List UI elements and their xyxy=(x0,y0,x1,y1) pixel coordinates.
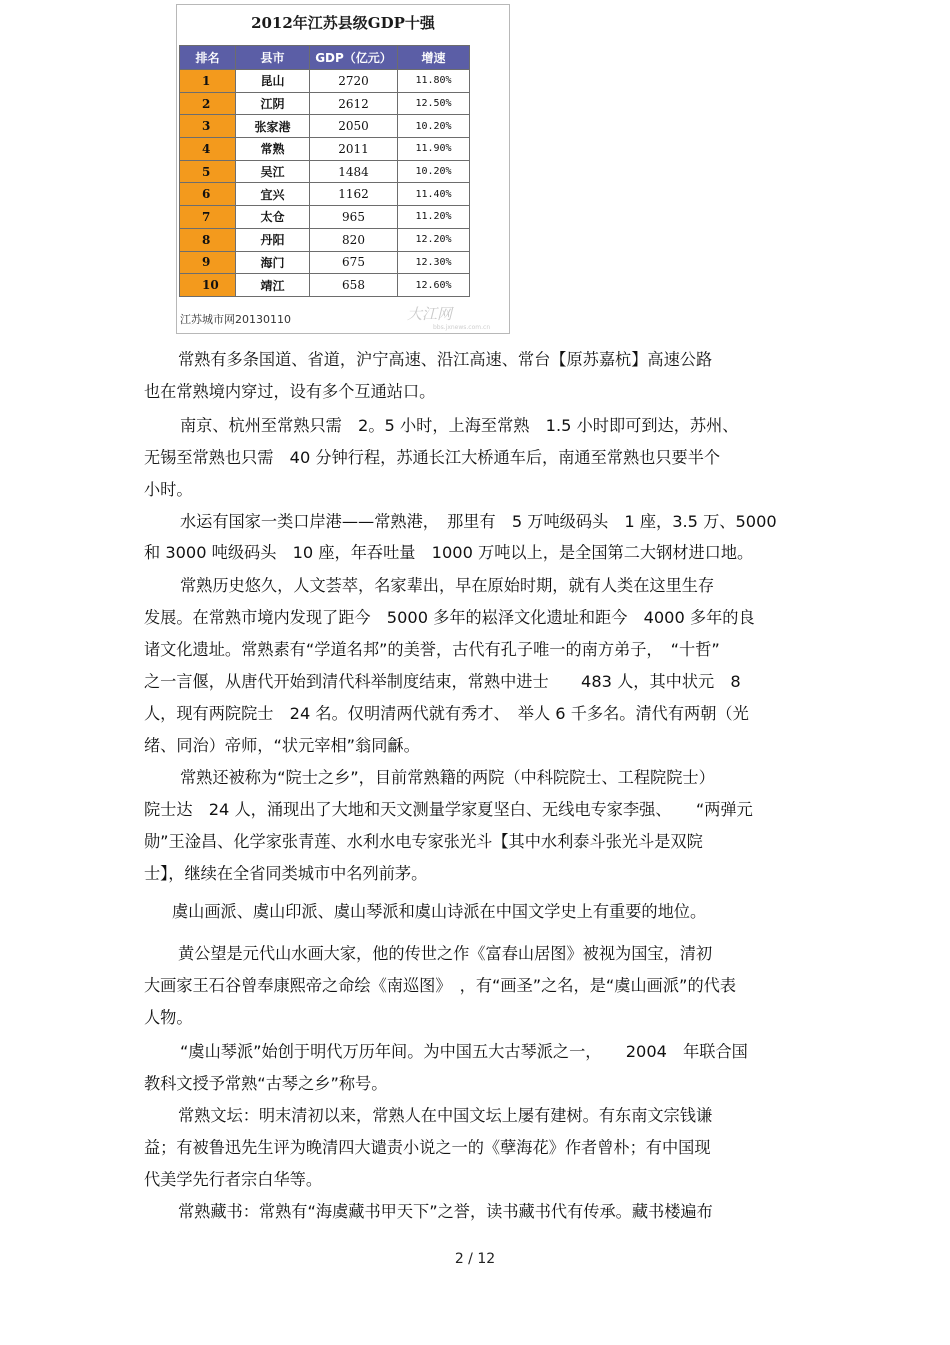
text-line: 诸文化遗址。常熟素有“学道名邦”的美誉，古代有孔子唯一的南方弟子， “十哲” xyxy=(144,640,720,659)
gdp-cell: 1484 xyxy=(310,160,398,183)
rank-cell: 4 xyxy=(180,138,236,161)
growth-cell: 11.20% xyxy=(398,206,470,229)
text-line: 院士达 24 人，涌现出了大地和天文测量学家夏坚白、无线电专家李强、 “两弹元 xyxy=(144,800,753,819)
text-line: 人物。 xyxy=(144,1008,193,1027)
table-row xyxy=(180,70,470,93)
text-line: 勋”王淦昌、化学家张青莲、水利水电专家张光斗【其中水利泰斗张光斗是双院 xyxy=(144,832,703,851)
city-cell: 海门 xyxy=(236,251,310,274)
header-rank: 排名 xyxy=(180,46,236,70)
text-line: 常熟文坛：明末清初以来，常熟人在中国文坛上屡有建树。有东南文宗钱谦 xyxy=(178,1106,713,1125)
svg-text:bbs.jxnews.com.cn: bbs.jxnews.com.cn xyxy=(433,324,491,331)
growth-cell: 12.60% xyxy=(398,274,470,297)
table-row xyxy=(180,251,470,274)
growth-cell: 10.20% xyxy=(398,160,470,183)
gdp-cell: 965 xyxy=(310,206,398,229)
city-cell: 江阴 xyxy=(236,92,310,115)
header-growth: 增速 xyxy=(398,46,470,70)
gdp-cell: 658 xyxy=(310,274,398,297)
svg-text:大江网: 大江网 xyxy=(407,305,453,323)
text-line: 南京、杭州至常熟只需 2。5 小时，上海至常熟 1.5 小时即可到达，苏州、 xyxy=(180,416,739,435)
gdp-table-header-row xyxy=(180,46,470,70)
text-line: 和 3000 吨级码头 10 座，年吞吐量 1000 万吨以上，是全国第二大钢材进口地。 xyxy=(144,543,754,562)
gdp-table-source: 江苏城市网20130110 xyxy=(180,313,291,326)
rank-cell: 9 xyxy=(180,251,236,274)
city-cell: 宜兴 xyxy=(236,183,310,206)
page-number: 2 / 12 xyxy=(454,1251,496,1267)
table-row xyxy=(180,160,470,183)
header-gdp: GDP（亿元） xyxy=(310,46,398,70)
text-line: 小时。 xyxy=(144,480,193,499)
rank-cell: 8 xyxy=(180,228,236,251)
text-line: 发展。在常熟市境内发现了距今 5000 多年的崧泽文化遗址和距今 4000 多年的良 xyxy=(144,608,755,627)
city-cell: 昆山 xyxy=(236,70,310,93)
table-row xyxy=(180,183,470,206)
table-row xyxy=(180,228,470,251)
table-row xyxy=(180,115,470,138)
growth-cell: 11.80% xyxy=(398,70,470,93)
gdp-cell: 2720 xyxy=(310,70,398,93)
city-cell: 张家港 xyxy=(236,115,310,138)
table-row xyxy=(180,206,470,229)
watermark-logo-icon xyxy=(401,303,505,331)
text-line: 绪、同治）帝师，“状元宰相”翁同龢。 xyxy=(144,736,420,755)
city-cell: 太仓 xyxy=(236,206,310,229)
text-line: 大画家王石谷曾奉康熙帝之命绘《南巡图》 ，有“画圣”之名，是“虞山画派”的代表 xyxy=(144,976,737,995)
growth-cell: 12.20% xyxy=(398,228,470,251)
gdp-cell: 2011 xyxy=(310,138,398,161)
growth-cell: 11.40% xyxy=(398,183,470,206)
city-cell: 常熟 xyxy=(236,138,310,161)
growth-cell: 12.30% xyxy=(398,251,470,274)
header-city: 县市 xyxy=(236,46,310,70)
gdp-cell: 2050 xyxy=(310,115,398,138)
rank-cell: 10 xyxy=(180,274,236,297)
text-line: 人，现有两院院士 24 名。仅明清两代就有秀才、 举人 6 千多名。清代有两朝（光 xyxy=(144,704,749,723)
text-line: 常熟藏书：常熟有“海虞藏书甲天下”之誉，读书藏书代有传承。藏书楼遍布 xyxy=(178,1202,713,1221)
rank-cell: 7 xyxy=(180,206,236,229)
gdp-cell: 1162 xyxy=(310,183,398,206)
growth-cell: 11.90% xyxy=(398,138,470,161)
gdp-cell: 820 xyxy=(310,228,398,251)
gdp-cell: 675 xyxy=(310,251,398,274)
gdp-cell: 2612 xyxy=(310,92,398,115)
text-line: 虞山画派、虞山印派、虞山琴派和虞山诗派在中国文学史上有重要的地位。 xyxy=(172,902,707,921)
text-line: 士】，继续在全省同类城市中名列前茅。 xyxy=(144,864,428,883)
text-line: “虞山琴派”始创于明代万历年间。为中国五大古琴派之一， 2004 年联合国 xyxy=(180,1042,748,1061)
rank-cell: 5 xyxy=(180,160,236,183)
gdp-table xyxy=(179,45,470,297)
growth-cell: 10.20% xyxy=(398,115,470,138)
text-line: 益；有被鲁迅先生评为晚清四大谴责小说之一的《孽海花》作者曾朴；有中国现 xyxy=(144,1138,711,1157)
text-line: 之一言偃，从唐代开始到清代科举制度结束，常熟中进士 483 人，其中状元 8 xyxy=(144,672,741,691)
city-cell: 丹阳 xyxy=(236,228,310,251)
text-line: 黄公望是元代山水画大家，他的传世之作《富春山居图》被视为国宝，清初 xyxy=(178,944,713,963)
text-line: 水运有国家一类口岸港——常熟港， 那里有 5 万吨级码头 1 座，3.5 万、5000 xyxy=(180,512,777,531)
rank-cell: 2 xyxy=(180,92,236,115)
city-cell: 靖江 xyxy=(236,274,310,297)
city-cell: 吴江 xyxy=(236,160,310,183)
gdp-table-title: 2012年江苏县级GDP十强 xyxy=(251,14,435,32)
text-line: 常熟历史悠久，人文荟萃，名家辈出，早在原始时期，就有人类在这里生存 xyxy=(180,576,715,595)
text-line: 代美学先行者宗白华等。 xyxy=(144,1170,323,1189)
table-row xyxy=(180,274,470,297)
text-line: 无锡至常熟也只需 40 分钟行程，苏通长江大桥通车后，南通至常熟也只要半个 xyxy=(144,448,721,467)
rank-cell: 1 xyxy=(180,70,236,93)
rank-cell: 6 xyxy=(180,183,236,206)
text-line: 教科文授予常熟“古琴之乡”称号。 xyxy=(144,1074,388,1093)
text-line: 常熟有多条国道、省道，沪宁高速、沿江高速、常台【原苏嘉杭】高速公路 xyxy=(178,350,713,369)
growth-cell: 12.50% xyxy=(398,92,470,115)
gdp-table-figure xyxy=(176,4,510,334)
text-line: 也在常熟境内穿过，设有多个互通站口。 xyxy=(144,382,436,401)
table-row xyxy=(180,138,470,161)
table-row xyxy=(180,92,470,115)
text-line: 常熟还被称为“院士之乡”，目前常熟籍的两院（中科院院士、工程院院士） xyxy=(180,768,715,787)
rank-cell: 3 xyxy=(180,115,236,138)
